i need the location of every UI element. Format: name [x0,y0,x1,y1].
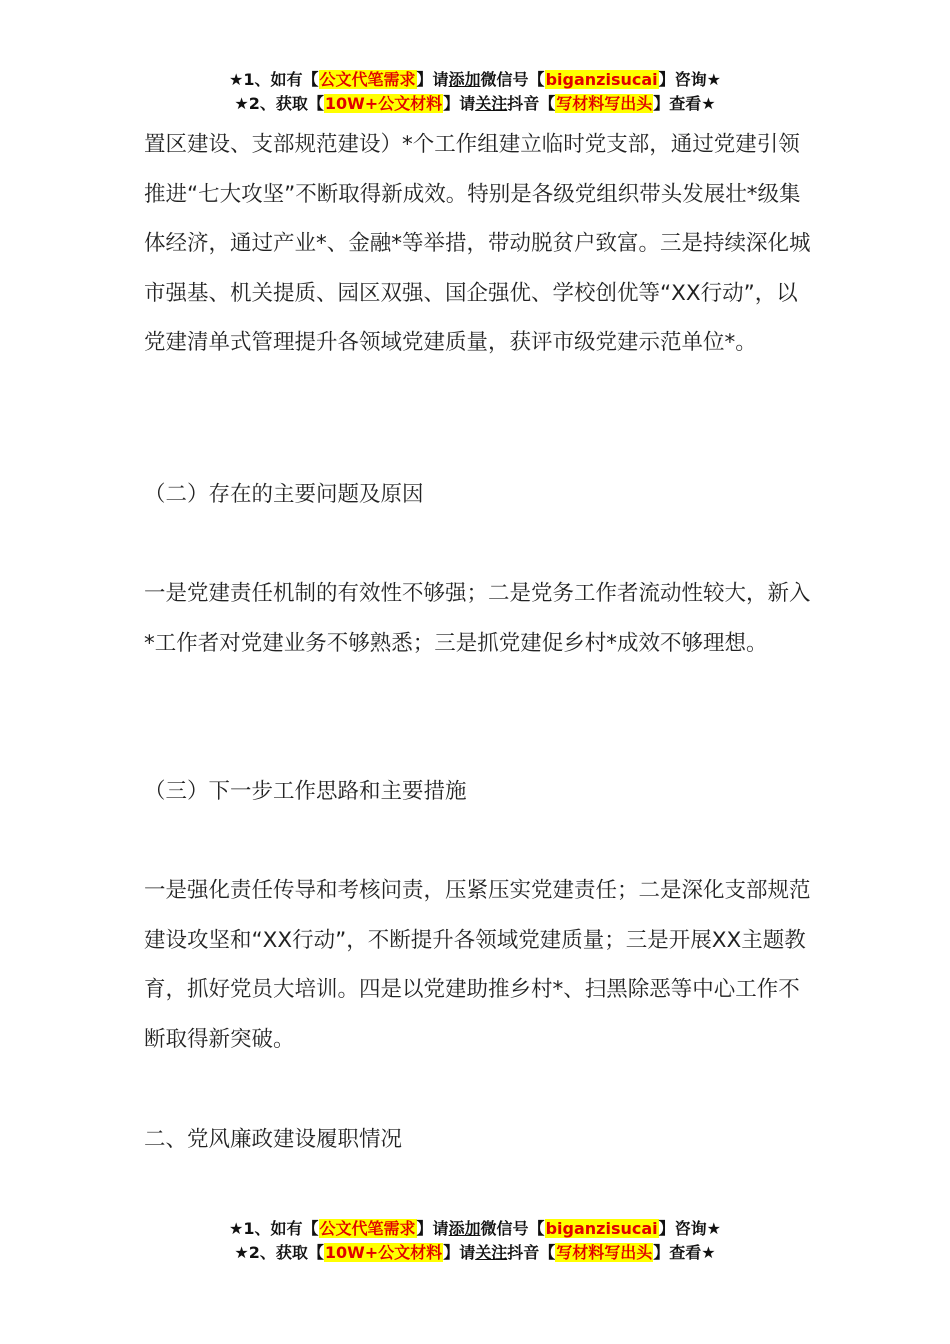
banner-underline: 关注 [475,94,508,113]
banner-text: 】请 [416,1219,449,1238]
paragraph-1: 置区建设、支部规范建设）*个工作组建立临时党支部，通过党建引领推进“七大攻坚”不断取得新成效。特别是各级党组织带头发展壮*级集体经济，通过产业*、金融*等举措，带动脱贫户致富。三是持续深化城市强基、机关提质、园区双强、国企强优、学校创优等“XX行动”，以党建清单式管理提升各领域党建质量，获评市级党建示范单位*。 [144,132,811,355]
banner-highlight: 10W+公文材料 [324,94,443,113]
banner-text: 】查看★ [653,94,716,113]
footer-banner-line-2 [0,1241,950,1265]
banner-text: 】咨询★ [658,1219,721,1238]
banner-highlight: 公文代笔需求 [319,1219,416,1238]
section-heading-3: （三）下一步工作思路和主要措施 [144,779,467,804]
banner-underline: 关注 [475,1243,508,1262]
banner-text: 】查看★ [653,1243,716,1262]
section-heading-4: 二、党风廉政建设履职情况 [144,1127,403,1152]
banner-text: 】请 [443,94,476,113]
section-heading-2: （二）存在的主要问题及原因 [144,482,424,507]
banner-highlight: 10W+公文材料 [324,1243,443,1262]
banner-text: 微信号【 [480,70,545,89]
banner-text: ★1、如有【 [229,1219,319,1238]
footer-banner-line-1 [0,1217,950,1241]
paragraph-3: 一是强化责任传导和考核问责，压紧压实党建责任；二是深化支部规范建设攻坚和“XX行动”，不断提升各领域党建质量；三是开展XX主题教育，抓好党员大培训。四是以党建助推乡村*、扫黑除恶等中心工作不断取得新突破。 [144,878,811,1052]
banner-text: ★2、获取【 [234,1243,324,1262]
banner-text: ★1、如有【 [229,70,319,89]
banner-underline: 添加 [448,70,481,89]
banner-text: 抖音【 [507,94,556,113]
banner-underline: 添加 [448,1219,481,1238]
banner-highlight: 公文代笔需求 [319,70,416,89]
header-banner-line-2 [0,92,950,116]
banner-text: 】请 [416,70,449,89]
header-banner [0,68,950,116]
banner-text: 】请 [443,1243,476,1262]
banner-highlight: 写材料写出头 [556,1243,653,1262]
footer-banner [0,1217,950,1265]
banner-text: ★2、获取【 [234,94,324,113]
header-banner-line-1 [0,68,950,92]
paragraph-2: 一是党建责任机制的有效性不够强；二是党务工作者流动性较大，新入*工作者对党建业务不够熟悉；三是抓党建促乡村*成效不够理想。 [144,581,811,656]
banner-text: 抖音【 [507,1243,556,1262]
banner-highlight: 写材料写出头 [556,94,653,113]
banner-highlight: biganzisucai [545,70,658,89]
banner-text: 微信号【 [480,1219,545,1238]
banner-highlight: biganzisucai [545,1219,658,1238]
banner-text: 】咨询★ [658,70,721,89]
